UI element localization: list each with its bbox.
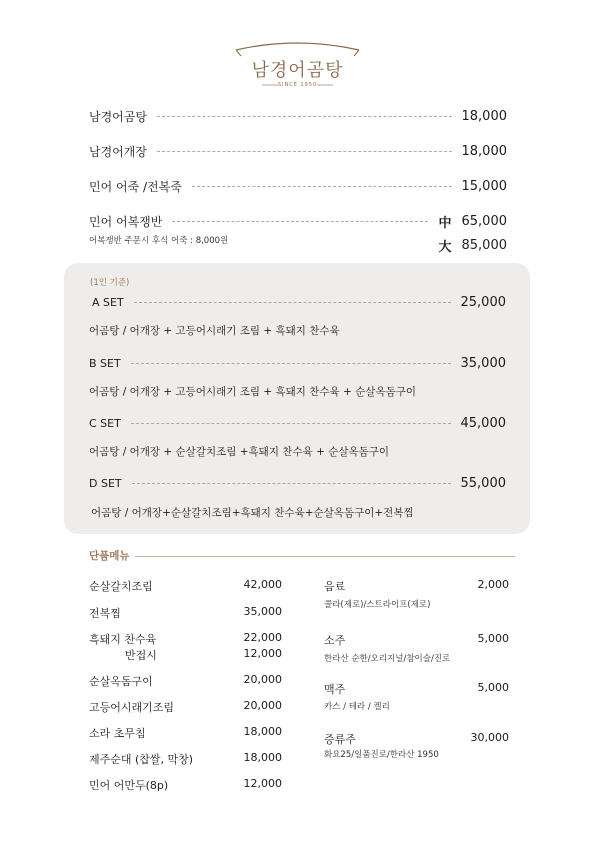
single-item-price: 5,000	[477, 681, 509, 694]
logo-since: SINCE 1950	[277, 82, 318, 88]
set-price: 55,000	[460, 476, 506, 491]
size-price-row	[380, 236, 507, 255]
set-name: C SET	[89, 417, 121, 430]
set-price: 45,000	[460, 416, 506, 431]
menu-item-size: 大	[438, 240, 452, 255]
single-item-name: 맥주	[324, 683, 346, 696]
single-item-name: 증류주	[324, 733, 356, 746]
set-item	[92, 295, 506, 310]
main-menu-item	[89, 178, 507, 195]
single-item-name: 제주순대 (찹쌀, 막창)	[89, 753, 194, 766]
menu-item-size: 中	[438, 216, 452, 231]
single-item-note: 콜라(제로)/스트라이프(제로)	[324, 600, 431, 610]
single-item-price: 20,000	[243, 673, 282, 686]
main-menu-item	[89, 143, 507, 160]
dotted-leader	[157, 116, 452, 117]
single-item-name: 전복찜	[89, 607, 121, 620]
dotted-leader	[157, 151, 452, 152]
single-menu-title: 단품메뉴	[89, 550, 130, 562]
single-item-name: 순살갈치조림	[89, 580, 153, 593]
set-name: B SET	[89, 357, 121, 370]
menu-item-name: 남경어개장	[89, 145, 147, 159]
single-item-price: 18,000	[243, 751, 282, 764]
single-item-name: 반접시	[125, 649, 157, 662]
dotted-leader	[134, 302, 451, 303]
set-price: 25,000	[460, 295, 506, 310]
single-item-price: 5,000	[477, 632, 509, 645]
menu-item-price: 18,000	[461, 144, 507, 159]
single-item-name: 흑돼지 찬수육	[89, 633, 157, 646]
set-price: 35,000	[460, 356, 506, 371]
menu-item-name: 민어 어죽 /전복죽	[89, 180, 182, 194]
logo	[0, 34, 595, 94]
dotted-leader	[131, 363, 451, 364]
single-item-name: 순살옥돔구이	[89, 675, 153, 688]
set-description: 어곰탕 / 어개장 + 고등어시래기 조림 + 흑돼지 찬수육 + 순살옥돔구이	[89, 386, 417, 398]
single-item-price: 35,000	[243, 605, 282, 618]
set-description: 어곰탕 / 어개장+순살갈치조림+흑돼지 찬수육+순살옥돔구이+전복찜	[91, 507, 414, 519]
set-item	[89, 356, 506, 371]
dotted-leader	[172, 221, 428, 222]
menu-item-name: 남경어곰탕	[89, 110, 147, 124]
single-item-price: 22,000	[243, 631, 282, 644]
menu-item-price: 85,000	[461, 238, 507, 253]
single-item-price: 2,000	[477, 578, 509, 591]
main-menu-item	[89, 108, 507, 125]
single-item-name: 소라 초무침	[89, 727, 146, 740]
set-basis-label: (1인 기준)	[90, 278, 130, 288]
single-item-name: 고등어시래기조림	[89, 701, 175, 714]
menu-item-price: 18,000	[461, 109, 507, 124]
single-item-name: 소주	[324, 634, 346, 647]
single-item-price: 12,000	[243, 777, 282, 790]
main-menu-item	[89, 212, 507, 231]
single-item-price: 12,000	[243, 647, 282, 660]
single-item-price: 30,000	[470, 731, 509, 744]
single-item-note: 한라산 순한/오리지널/참이슬/진로	[324, 654, 451, 664]
single-item-note: 카스 / 테라 / 켈리	[324, 702, 390, 712]
single-item-price: 42,000	[243, 578, 282, 591]
section-divider	[135, 556, 515, 557]
set-description: 어곰탕 / 어개장 + 고등어시래기 조림 + 흑돼지 찬수육	[89, 325, 340, 337]
menu-note: 어복쟁반 주문시 후식 어죽 : 8,000원	[89, 236, 229, 246]
set-item	[89, 416, 506, 431]
set-item	[89, 476, 506, 491]
single-item-note: 화요25/일품진로/한라산 1950	[324, 750, 439, 760]
dotted-leader	[131, 423, 451, 424]
single-item-name: 민어 어만두(8p)	[89, 779, 169, 792]
dotted-leader	[132, 483, 451, 484]
menu-item-price: 65,000	[461, 214, 507, 229]
single-item-price: 18,000	[243, 725, 282, 738]
single-item-price: 20,000	[243, 699, 282, 712]
set-name: D SET	[89, 477, 122, 490]
logo-name: 남경어곰탕	[251, 60, 344, 81]
set-description: 어곰탕 / 어개장 + 순살갈치조림 +흑돼지 찬수육 + 순살옥돔구이	[89, 446, 390, 458]
set-name: A SET	[92, 296, 124, 309]
single-item-name: 음료	[324, 580, 346, 593]
menu-item-price: 15,000	[461, 179, 507, 194]
menu-item-name: 민어 어복쟁반	[89, 215, 163, 229]
dotted-leader	[192, 186, 452, 187]
